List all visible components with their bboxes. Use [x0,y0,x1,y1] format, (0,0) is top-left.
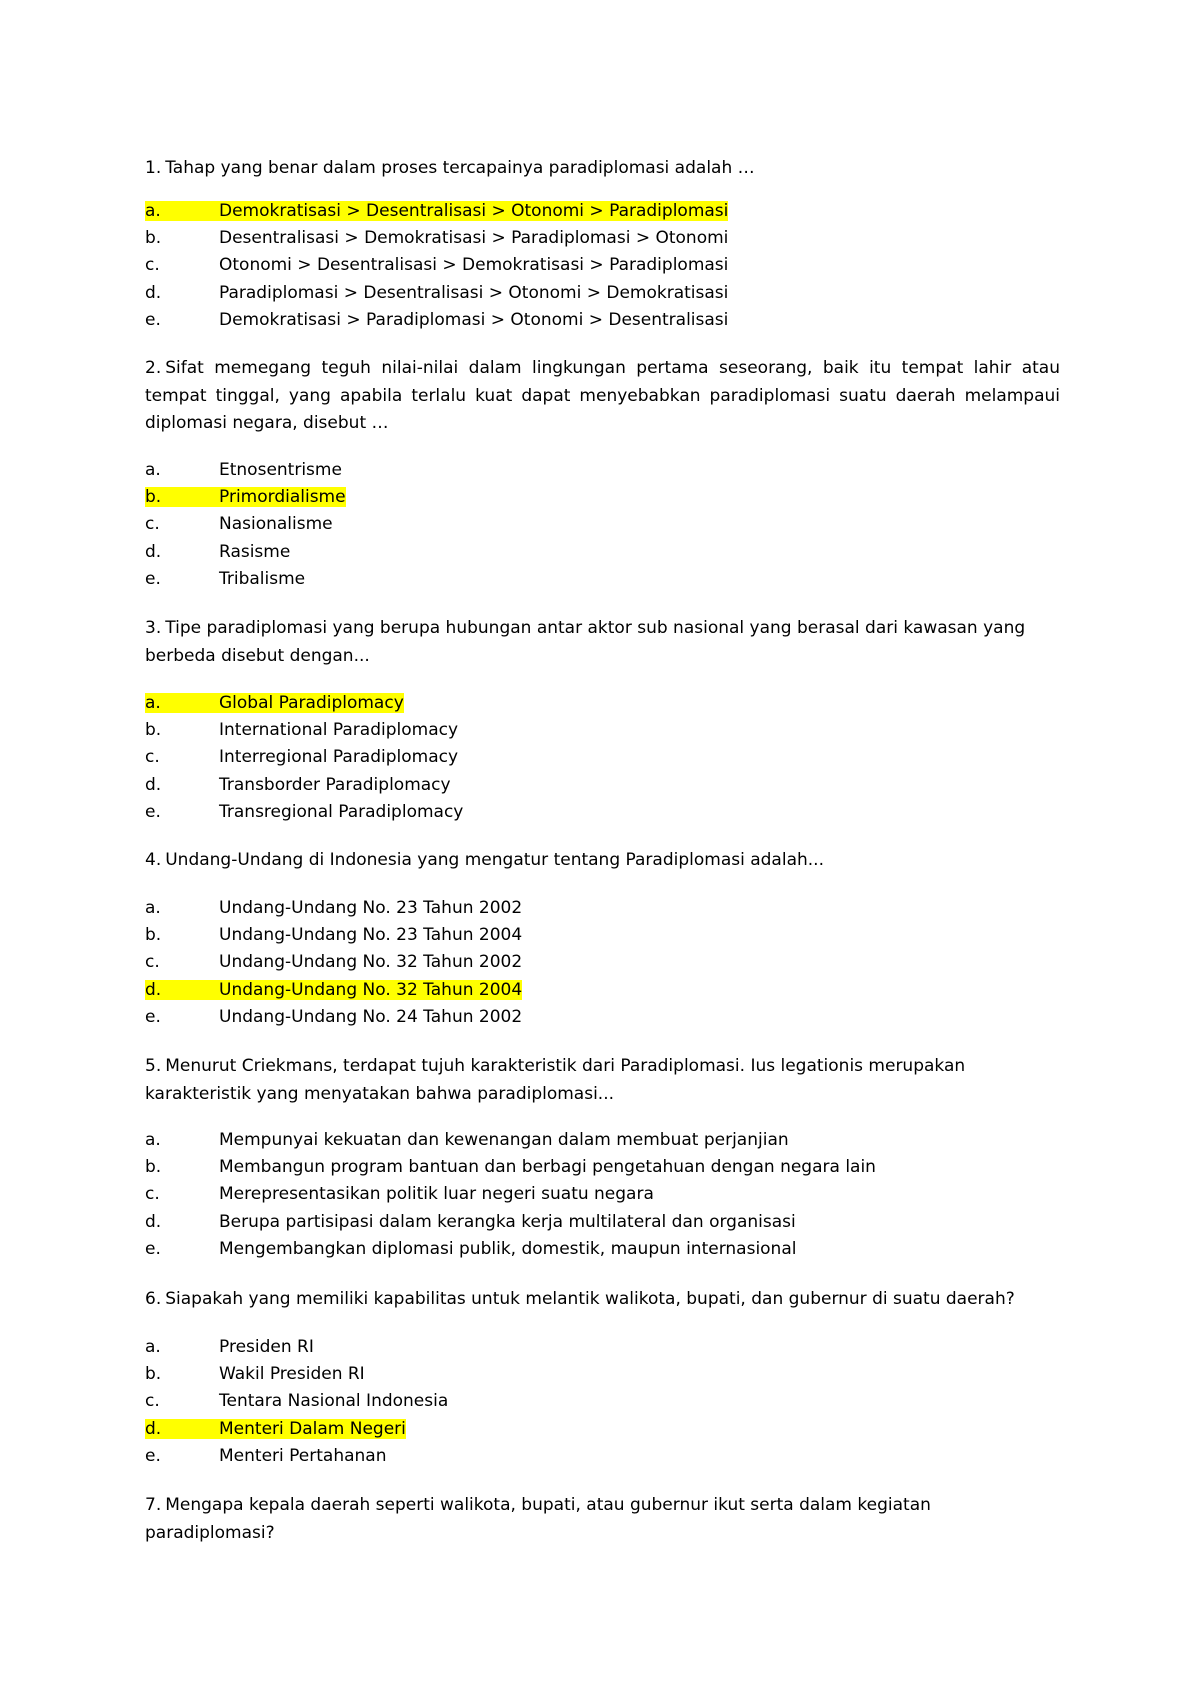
option-text: Mempunyai kekuatan dan kewenangan dalam membuat perjanjian [219,1130,789,1150]
question-2 [145,355,1060,438]
option-q3-b [145,717,1060,744]
option-letter: a. [145,1337,161,1357]
option-q4-e [145,1004,1060,1031]
option-letter: c. [145,1391,160,1412]
question-1 [145,155,1060,183]
option-letter: b. [145,228,162,249]
option-letter: d. [145,1211,162,1232]
question-text: Mengapa kepala daerah seperti walikota, bupati, atau gubernur ikut serta dalam kegiatan paradiplomasi? [145,1495,931,1543]
question-6 [145,1286,1060,1314]
options-q4 [145,895,1060,1031]
options-q1 [145,198,1060,334]
option-q6-e [145,1443,1060,1470]
question-text: Siapakah yang memiliki kapabilitas untuk melantik walikota, bupati, dan gubernur di suatu daerah? [165,1289,1015,1309]
option-q6-d [145,1416,1060,1443]
options-q6 [145,1334,1060,1470]
option-text: Interregional Paradiplomacy [219,747,459,768]
option-q6-c [145,1388,1060,1415]
option-text: Merepresentasikan politik luar negeri suatu negara [219,1184,654,1205]
option-q6-b [145,1361,1060,1388]
question-5 [145,1053,1060,1108]
option-text: Global Paradiplomacy [219,693,404,713]
option-text: Otonomi > Desentralisasi > Demokratisasi > Paradiplomasi [219,255,729,276]
option-q3-c [145,744,1060,771]
question-text: Undang-Undang di Indonesia yang mengatur tentang Paradiplomasi adalah... [165,850,824,870]
option-text: Paradiplomasi > Desentralisasi > Otonomi > Demokratisasi [219,282,729,303]
option-q1-a [145,198,1060,225]
option-letter: e. [145,801,161,822]
option-letter: d. [145,979,162,1000]
option-text: Primordialisme [219,487,346,508]
option-letter: e. [145,1238,161,1259]
option-text: Undang-Undang No. 24 Tahun 2002 [219,1006,523,1027]
option-letter: b. [145,487,162,508]
option-q1-e [145,307,1060,334]
option-q4-c [145,949,1060,976]
option-q2-a [145,457,1060,484]
options-q5 [145,1127,1060,1263]
option-text: Undang-Undang No. 23 Tahun 2004 [219,925,523,946]
option-text: Undang-Undang No. 32 Tahun 2002 [219,952,523,973]
option-text: Wakil Presiden RI [219,1364,365,1385]
question-number: 4. [145,850,162,870]
option-text: Menteri Dalam Negeri [219,1418,406,1439]
option-q1-c [145,252,1060,279]
option-q4-d [145,977,1060,1004]
option-q5-a [145,1127,1060,1154]
question-4 [145,847,1060,875]
question-number: 6. [145,1289,162,1309]
option-text: Demokratisasi > Desentralisasi > Otonomi > Paradiplomasi [219,201,729,221]
option-letter: b. [145,1364,162,1385]
option-text: Undang-Undang No. 23 Tahun 2002 [219,898,523,918]
option-letter: c. [145,747,160,768]
option-letter: e. [145,309,161,330]
option-text: Membangun program bantuan dan berbagi pengetahuan dengan negara lain [219,1157,876,1178]
question-number: 3. [145,618,162,638]
option-letter: a. [145,898,161,918]
option-text: Undang-Undang No. 32 Tahun 2004 [219,979,523,1000]
option-letter: e. [145,568,161,589]
option-letter: e. [145,1445,161,1466]
option-q3-d [145,772,1060,799]
option-q5-d [145,1209,1060,1236]
option-text: Demokratisasi > Paradiplomasi > Otonomi > Desentralisasi [219,309,729,330]
option-letter: a. [145,1130,161,1150]
option-text: Berupa partisipasi dalam kerangka kerja multilateral dan organisasi [219,1211,796,1232]
question-number: 1. [145,158,162,178]
option-text: Presiden RI [219,1337,314,1357]
option-letter: a. [145,201,161,221]
option-q4-a [145,895,1060,922]
option-q2-c [145,511,1060,538]
option-letter: d. [145,1418,162,1439]
option-letter: d. [145,541,162,562]
question-3 [145,615,1060,670]
option-q5-b [145,1154,1060,1181]
option-text: Menteri Pertahanan [219,1445,387,1466]
question-number: 5. [145,1056,162,1076]
option-text: Tentara Nasional Indonesia [219,1391,449,1412]
option-text: Desentralisasi > Demokratisasi > Paradiplomasi > Otonomi [219,228,729,249]
option-q6-a [145,1334,1060,1361]
question-text: Sifat memegang teguh nilai-nilai dalam lingkungan pertama seseorang, baik itu tempat lahir atau tempat tinggal, yang apabila terlalu kuat dapat menyebabkan paradiplomasi suatu daerah melampaui diplomasi negara, disebut … [145,358,1060,433]
option-letter: e. [145,1006,161,1027]
option-text: Tribalisme [219,568,306,589]
option-text: Rasisme [219,541,291,562]
option-letter: d. [145,774,162,795]
option-q5-e [145,1236,1060,1263]
question-number: 2. [145,358,162,378]
question-text: Menurut Criekmans, terdapat tujuh karakteristik dari Paradiplomasi. Ius legationis merupakan karakteristik yang menyatakan bahwa paradiplomasi... [145,1056,966,1104]
option-letter: b. [145,1157,162,1178]
option-q3-a [145,690,1060,717]
option-text: Mengembangkan diplomasi publik, domestik, maupun internasional [219,1238,797,1259]
question-text: Tahap yang benar dalam proses tercapainya paradiplomasi adalah … [165,158,755,178]
option-text: Nasionalisme [219,514,333,535]
option-text: Transregional Paradiplomacy [219,801,464,822]
option-text: International Paradiplomacy [219,720,459,741]
option-letter: c. [145,1184,160,1205]
option-q2-e [145,566,1060,593]
option-q2-b [145,484,1060,511]
option-letter: b. [145,925,162,946]
question-text: Tipe paradiplomasi yang berupa hubungan antar aktor sub nasional yang berasal dari kawasan yang berbeda disebut dengan... [145,618,1026,666]
option-text: Transborder Paradiplomacy [219,774,451,795]
option-letter: c. [145,255,160,276]
option-q1-d [145,280,1060,307]
option-letter: a. [145,693,161,713]
options-q2 [145,457,1060,593]
option-q5-c [145,1181,1060,1208]
option-letter: d. [145,282,162,303]
option-letter: a. [145,460,161,480]
option-letter: c. [145,952,160,973]
option-q2-d [145,539,1060,566]
question-number: 7. [145,1495,162,1515]
option-letter: b. [145,720,162,741]
option-q1-b [145,225,1060,252]
options-q3 [145,690,1060,826]
option-q3-e [145,799,1060,826]
option-letter: c. [145,514,160,535]
question-7 [145,1492,1060,1547]
option-text: Etnosentrisme [219,460,342,480]
option-q4-b [145,922,1060,949]
